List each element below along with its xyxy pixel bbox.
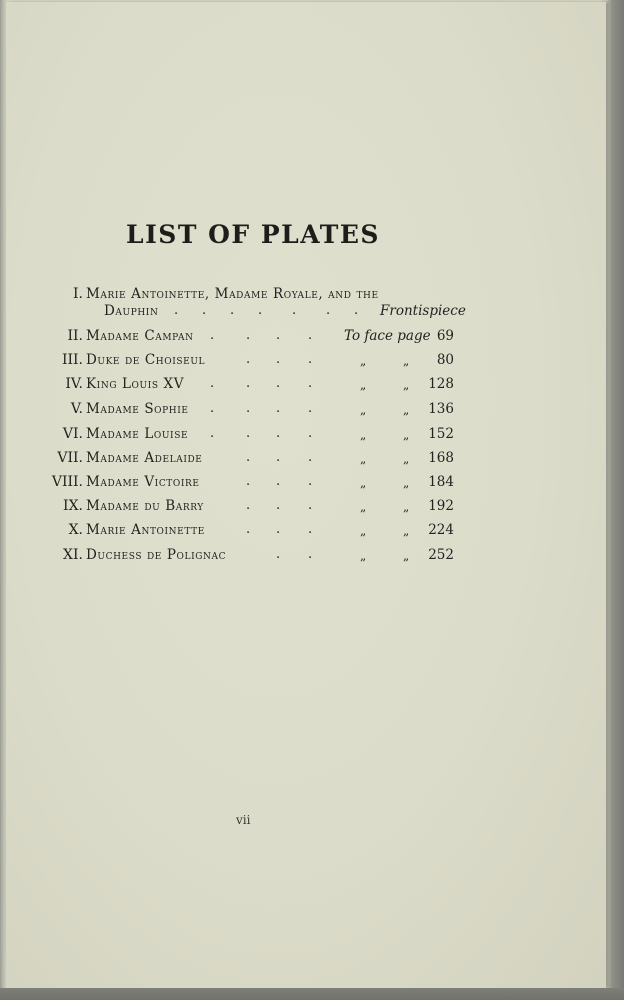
ditto-mark: „ (403, 428, 410, 442)
plate-numeral: IV. (65, 376, 83, 392)
plate-numeral: X. (68, 522, 83, 538)
ditto-mark: „ (403, 403, 410, 417)
plate-numeral: IX. (63, 498, 83, 514)
plate-name: Duke de Choiseul (86, 352, 206, 368)
ditto-mark: „ (403, 378, 410, 392)
ditto-mark: „ (360, 500, 367, 514)
plate-row: IV. King Louis XV . . . . „ „ 128 (65, 376, 454, 392)
plate-numeral: VII. (57, 450, 83, 466)
plate-name: Madame Louise (86, 426, 189, 442)
ditto-mark: „ (360, 428, 367, 442)
plate-page-number: 80 (436, 352, 454, 368)
book-page (6, 2, 606, 988)
plate-row: III. Duke de Choiseul . . . „ „ 80 (61, 352, 454, 368)
plate-numeral: III. (61, 352, 83, 368)
plate-page-number: 128 (428, 376, 454, 392)
ditto-mark: „ (403, 500, 410, 514)
plate-page-number: 192 (428, 498, 454, 514)
plate-numeral: VIII. (51, 474, 83, 490)
ditto-mark: „ (360, 549, 367, 563)
plate-numeral: V. (70, 401, 83, 417)
plate-name: Madame Victoire (86, 474, 200, 490)
ditto-mark: „ (360, 452, 367, 466)
ditto-mark: „ (403, 452, 410, 466)
ditto-mark: „ (403, 524, 410, 538)
plates-list (6, 2, 606, 602)
plate-name: Madame Sophie (86, 401, 189, 417)
plate-name-continued: Dauphin (104, 303, 159, 319)
plate-page-number: 152 (428, 426, 454, 442)
plate-row: VII. Madame Adelaide . . . „ „ 168 (57, 450, 454, 466)
plate-row: X. Marie Antoinette . . . „ „ 224 (68, 522, 454, 538)
ditto-mark: „ (360, 476, 367, 490)
ditto-mark: „ (360, 378, 367, 392)
plate-name: King Louis XV (86, 376, 185, 392)
plate-row-continuation: Dauphin . . . . . . . Frontispiece (104, 303, 466, 319)
plate-row: V. Madame Sophie . . . . „ „ 136 (70, 401, 454, 417)
plate-row: VIII. Madame Victoire . . . „ „ 184 (51, 474, 454, 490)
plate-name: Marie Antoinette, Madame Royale, and the (86, 286, 379, 302)
page-folio: vii (236, 813, 251, 827)
ditto-mark: „ (360, 354, 367, 368)
ditto-mark: „ (403, 549, 410, 563)
scan-bottom-edge (0, 988, 624, 1000)
ditto-mark: „ (403, 476, 410, 490)
plate-name: Madame du Barry (86, 498, 204, 514)
plate-row: XI. Duchess de Polignac . . „ „ 252 (63, 547, 454, 563)
plate-numeral: I. (73, 286, 83, 302)
plate-location: Frontispiece (380, 303, 466, 319)
ditto-mark: „ (360, 403, 367, 417)
plate-name: Madame Adelaide (86, 450, 203, 466)
plate-name: Madame Campan (86, 328, 194, 344)
plate-page-number: 184 (428, 474, 454, 490)
ditto-mark: „ (360, 524, 367, 538)
page-title: LIST OF PLATES (126, 220, 380, 249)
plate-page-number: 69 (436, 328, 454, 344)
plate-numeral: II. (67, 328, 83, 344)
plate-row: IX. Madame du Barry . . . „ „ 192 (63, 498, 454, 514)
plate-page-number: 168 (428, 450, 454, 466)
ditto-mark: „ (403, 354, 410, 368)
plate-page-number: 252 (428, 547, 454, 563)
plate-page-number: 224 (428, 522, 454, 538)
plate-name: Duchess de Polignac (86, 547, 227, 563)
plate-numeral: VI. (62, 426, 83, 442)
plate-row: II. Madame Campan . . . . To face page 69 (67, 328, 454, 344)
plate-numeral: XI. (63, 547, 83, 563)
plate-page-number: 136 (428, 401, 454, 417)
plate-name: Marie Antoinette (86, 522, 205, 538)
to-face-page-label: To face page (344, 328, 431, 344)
plate-row: VI. Madame Louise . . . . „ „ 152 (62, 426, 454, 442)
